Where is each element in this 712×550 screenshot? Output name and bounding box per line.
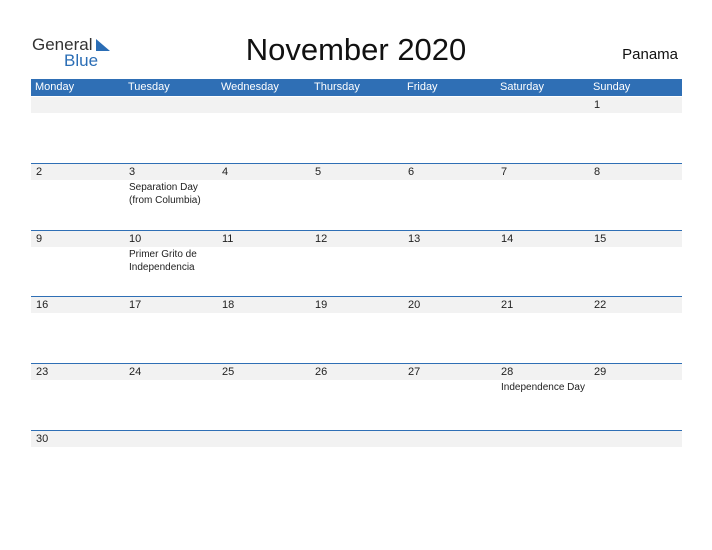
holiday-label: Primer Grito de Independencia [129, 249, 197, 273]
day-cell [124, 431, 217, 447]
day-cell [124, 231, 217, 297]
day-cell [496, 297, 589, 363]
weekday-friday: Friday [407, 81, 438, 93]
day-number [124, 431, 217, 447]
weekday-wednesday: Wednesday [221, 81, 279, 93]
day-number: 5 [310, 164, 403, 180]
week-row [31, 231, 682, 297]
day-number: 28 [496, 364, 589, 380]
logo-general-text: General [32, 35, 93, 54]
day-number: 8 [589, 164, 682, 180]
day-number: 9 [31, 231, 124, 247]
day-number: 16 [31, 297, 124, 313]
day-cell [496, 431, 589, 447]
day-cell [310, 97, 403, 163]
day-number: 23 [31, 364, 124, 380]
day-number: 3 [124, 164, 217, 180]
day-cell [589, 431, 682, 447]
day-number [403, 431, 496, 447]
holiday-label: Separation Day (from Columbia) [129, 182, 201, 206]
day-cell [31, 164, 124, 230]
weekday-sunday: Sunday [593, 81, 631, 93]
day-cell [589, 97, 682, 163]
day-number [310, 431, 403, 447]
day-cell [310, 164, 403, 230]
week-separator [31, 447, 682, 448]
day-number [124, 97, 217, 113]
day-cell [496, 97, 589, 163]
week-row [31, 364, 682, 430]
day-number: 13 [403, 231, 496, 247]
weekday-thursday: Thursday [314, 81, 360, 93]
day-cell [496, 231, 589, 297]
day-cell [403, 231, 496, 297]
day-cell [310, 431, 403, 447]
day-number: 29 [589, 364, 682, 380]
weekday-tuesday: Tuesday [128, 81, 170, 93]
day-number [496, 97, 589, 113]
day-cell [310, 364, 403, 430]
day-cell [217, 297, 310, 363]
day-cell [589, 164, 682, 230]
day-number: 15 [589, 231, 682, 247]
day-number: 4 [217, 164, 310, 180]
day-number [217, 97, 310, 113]
week-row [31, 431, 682, 447]
day-number [589, 431, 682, 447]
day-number: 30 [31, 431, 124, 447]
weekday-saturday: Saturday [500, 81, 545, 93]
day-number: 10 [124, 231, 217, 247]
day-cell [124, 164, 217, 230]
day-number: 18 [217, 297, 310, 313]
day-cell [403, 364, 496, 430]
day-cell [403, 97, 496, 163]
day-number: 24 [124, 364, 217, 380]
day-cell [589, 297, 682, 363]
day-number: 7 [496, 164, 589, 180]
day-cell [496, 164, 589, 230]
day-cell [217, 97, 310, 163]
day-cell [496, 364, 589, 430]
day-number: 14 [496, 231, 589, 247]
day-cell [403, 431, 496, 447]
day-cell [124, 97, 217, 163]
day-number: 1 [589, 97, 682, 113]
day-number [310, 97, 403, 113]
day-number: 12 [310, 231, 403, 247]
day-number [31, 97, 124, 113]
weekday-header [31, 79, 682, 96]
day-number: 11 [217, 231, 310, 247]
day-number: 6 [403, 164, 496, 180]
day-number: 27 [403, 364, 496, 380]
holiday-label: Independence Day [501, 382, 585, 393]
day-number [496, 431, 589, 447]
day-cell [217, 364, 310, 430]
weekday-monday: Monday [35, 81, 75, 93]
day-number [217, 431, 310, 447]
day-cell [31, 97, 124, 163]
day-cell [403, 297, 496, 363]
week-row [31, 97, 682, 163]
day-cell [589, 231, 682, 297]
day-cell [31, 431, 124, 447]
logo-blue-text: Blue [64, 51, 99, 70]
day-number [403, 97, 496, 113]
day-cell [124, 364, 217, 430]
day-cell [310, 297, 403, 363]
week-row [31, 297, 682, 363]
day-number: 2 [31, 164, 124, 180]
day-number: 17 [124, 297, 217, 313]
day-cell [217, 431, 310, 447]
week-row [31, 164, 682, 230]
day-number: 19 [310, 297, 403, 313]
day-number: 25 [217, 364, 310, 380]
page-title: November 2020 [245, 32, 467, 67]
day-cell [310, 231, 403, 297]
day-number: 22 [589, 297, 682, 313]
country-label: Panama [622, 46, 678, 63]
day-cell [31, 297, 124, 363]
day-cell [403, 164, 496, 230]
day-number: 26 [310, 364, 403, 380]
day-number: 21 [496, 297, 589, 313]
day-cell [31, 364, 124, 430]
day-cell [589, 364, 682, 430]
day-cell [124, 297, 217, 363]
day-cell [31, 231, 124, 297]
day-cell [217, 164, 310, 230]
day-cell [217, 231, 310, 297]
day-number: 20 [403, 297, 496, 313]
